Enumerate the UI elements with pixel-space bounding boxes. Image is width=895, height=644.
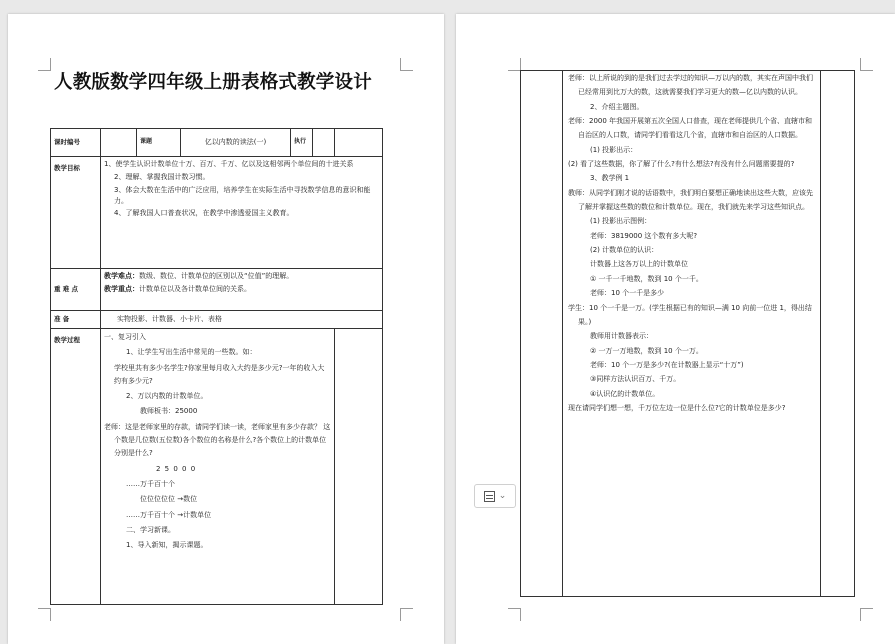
process-line: ② 一万一万地数，数到 10 个一万。 — [590, 346, 703, 355]
class-label[interactable]: 执行 — [291, 129, 313, 157]
process-side-column[interactable] — [335, 329, 383, 605]
process-line: 老师：以上所说的到的是我们过去学过的知识—万以内的数，其实在声国中我们已经常用到比万大的数，这就需要我们学习更大的数—亿以内数的认识。 — [568, 74, 813, 97]
crop-mark — [400, 608, 413, 621]
process-line: 3、教学例 1 — [590, 174, 630, 183]
difficulty-text: 数级、数位、计数单位的区别以及“位值”的理解。 — [139, 272, 294, 280]
process-line: 2、万以内数的计数单位。 — [126, 392, 208, 401]
document-title[interactable]: 人教版数学四年级上册表格式教学设计 — [54, 72, 372, 93]
chevron-down-icon: ⌄ — [498, 491, 507, 501]
difficulty-label: 教学难点： — [104, 272, 139, 280]
process-line: ① 一千一千地数，数到 10 个一千。 — [590, 274, 703, 283]
goal-item: 3、体会大数在生活中的广泛应用，培养学生在实际生活中寻找数学信息的意识和能力。 — [114, 185, 371, 205]
process-line: (1) 投影出示图例： — [590, 217, 652, 226]
process-line: (2) 看了这些数据，你了解了什么?有什么想法?有没有什么问题需要提的? — [568, 160, 795, 169]
goal-item: 1、使学生认识计数单位十万、百万、千万、亿以及这相邻两个单位间的十进关系 — [104, 160, 354, 168]
process-content[interactable] — [101, 329, 335, 605]
process-line: 学校里共有多少名学生?你家里每月收入大约是多少元?一年的收入大约有多少元? — [114, 363, 325, 385]
process-line: 学生：10 个一千是一万。(学生根据已有的知识—满 10 向前一位进 1，得出结果。) — [568, 303, 812, 326]
process-line: 教师用计数器表示： — [590, 332, 653, 341]
crop-mark — [38, 58, 51, 71]
process-line: 老师：这是老师家里的存款，请同学们读一读，老师家里有多少存款？ 这个数是几位数(五位数)各个数位的名称是什么?各个数位上的计数单位分别是什么? — [104, 422, 331, 458]
prep-label[interactable]: 准 备 — [51, 311, 101, 329]
process-line: 老师：10 个一千是多少 — [590, 289, 665, 298]
layout-options-button[interactable] — [474, 484, 516, 508]
process-line: 计数器上这各万以上的计数单位 — [590, 260, 688, 269]
key-points-label[interactable]: 重 难 点 — [51, 269, 101, 311]
document-page-right — [456, 14, 895, 644]
process-side-column[interactable] — [821, 71, 855, 597]
process-line: 二、学习新课。 — [126, 525, 175, 534]
crop-mark — [38, 608, 51, 621]
process-line: 教师板书：25000 — [140, 407, 198, 416]
goal-item: 4、了解我国人口普查状况，在教学中渗透爱国主义教育。 — [114, 209, 294, 218]
process-label[interactable]: 教学过程 — [51, 329, 101, 605]
crop-mark — [860, 58, 873, 71]
process-line: ③同样方法认识百万、千万。 — [590, 375, 681, 384]
process-label-cell[interactable] — [521, 71, 563, 597]
goal-item: 2、理解、掌握我国计数习惯。 — [114, 172, 210, 181]
goals-label[interactable]: 教学目标 — [51, 157, 101, 269]
topic-value[interactable]: 亿以内数的读法(一) — [181, 129, 291, 157]
crop-mark — [860, 608, 873, 621]
key-points-content[interactable] — [101, 269, 383, 311]
focus-text: 计数单位以及各计数单位间的关系。 — [139, 284, 251, 293]
process-line: ……万千百十个 — [126, 479, 175, 488]
focus-label: 教学重点： — [104, 284, 139, 293]
class-value-1[interactable] — [313, 129, 335, 157]
lesson-no-value[interactable] — [101, 129, 137, 157]
process-line: 一、复习引入 — [104, 333, 146, 341]
lesson-plan-table-continued — [520, 70, 855, 597]
topic-label[interactable]: 课题 — [137, 129, 181, 157]
crop-mark — [400, 58, 413, 71]
goals-content[interactable] — [101, 157, 383, 269]
prep-value[interactable]: 实物投影、计数器、小卡片、表格 — [101, 311, 383, 329]
process-line: (2) 计数单位的认识： — [590, 246, 659, 255]
process-line: 老师：10 个一万是多少?(在计数器上显示“十万”) — [590, 360, 744, 369]
class-value-2[interactable] — [335, 129, 383, 157]
process-line: ……万千百十个 →计数单位 — [126, 510, 212, 519]
process-line: 2、介绍主题图。 — [590, 102, 644, 111]
process-line: 位位位位位 →数位 — [140, 495, 198, 504]
process-line: 1、导入新知，揭示课题。 — [126, 541, 208, 550]
process-line: (1) 投影出示： — [590, 145, 638, 154]
crop-mark — [508, 608, 521, 621]
process-line: 1、让学生写出生活中常见的一些数。如： — [126, 348, 257, 357]
process-line: 老师：3819000 这个数有多大呢? — [590, 231, 698, 240]
lesson-no-label[interactable]: 课时编号 — [51, 129, 101, 157]
process-line: 2 5 0 0 0 — [156, 464, 197, 473]
process-line: 老师：2000 年我国开展第五次全国人口普查，现在老师提供几个省、直辖市和自治区的人口数，请同学们看看这几个省，直辖市和自治区的人口数据。 — [568, 117, 813, 140]
lesson-plan-table — [50, 128, 383, 605]
process-line: 现在请同学们想一想，千万位左边一位是什么位?它的计数单位是多少? — [568, 403, 786, 412]
document-page-left — [8, 14, 444, 644]
process-content-continued[interactable] — [563, 71, 821, 597]
process-line: ④认识亿的计数单位。 — [590, 389, 660, 398]
layout-options-icon — [484, 491, 495, 502]
process-line: 教师：从同学们刚才说的话语数中，我们明白要想正确地读出这些大数，应该先了解并掌握这些数的数位和计数单位。现在，我们就先来学习这些知识点。 — [568, 188, 813, 212]
